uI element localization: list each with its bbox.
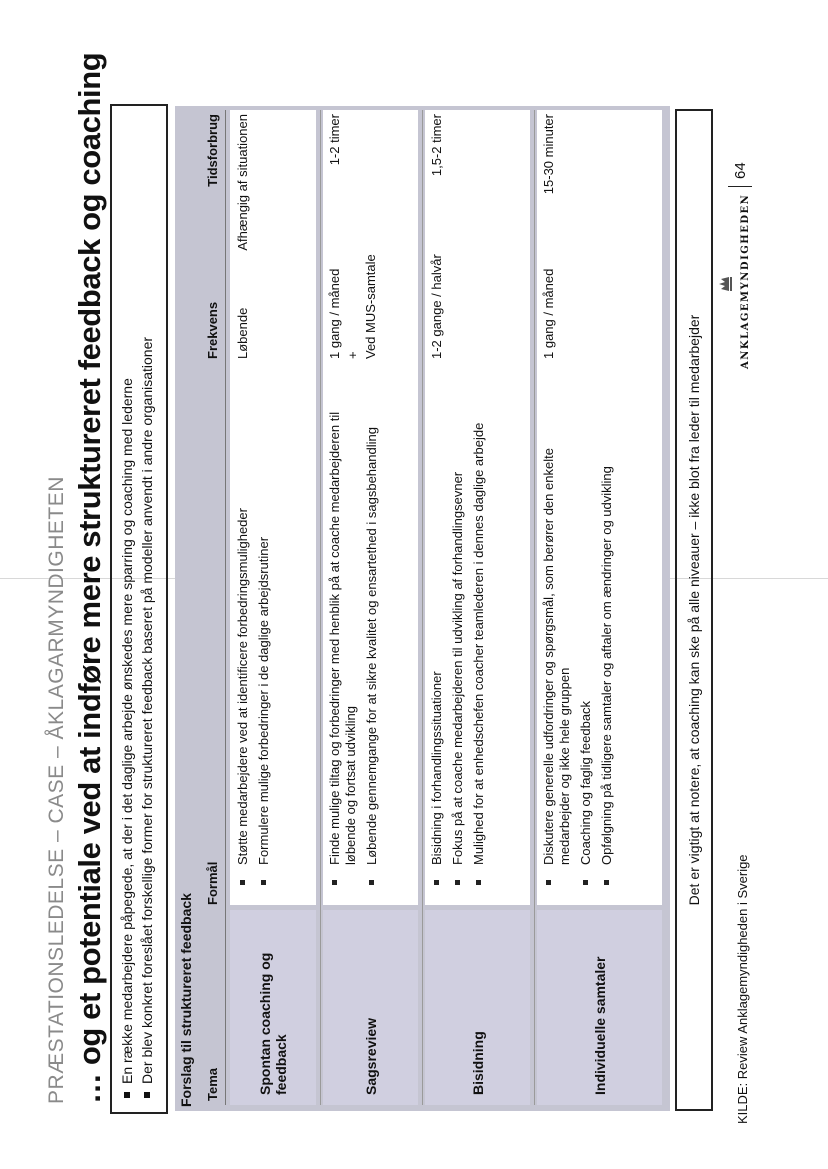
header-divider <box>225 110 226 1105</box>
formaal-item: Diskutere generelle udfordringer og spørgsmål, som berører den enkelte medarbejder og ikke hele gruppen <box>541 372 573 887</box>
formaal-item: Løbende gennemgange for at sikre kvalitet og ensartethed i sagsbehandling <box>364 372 380 887</box>
row-formaal <box>235 372 277 887</box>
logo-text: ANKLAGEMYNDIGHEDEN <box>740 193 751 369</box>
intro-box <box>110 104 168 1114</box>
row-frekvens: Løbende <box>235 307 250 359</box>
row-tidsforbrug: Afhængig af situationen <box>235 114 250 251</box>
formaal-item: Bisidning i forhandlingssituationer <box>429 372 445 887</box>
frekvens-plus: + <box>345 351 360 359</box>
crown-icon <box>715 274 735 294</box>
case-subtitle: PRÆSTATIONSLEDELSE – CASE – ÅKLAGARMYNDIGHETEN <box>45 476 68 1104</box>
row-divider <box>534 110 535 1105</box>
intro-bullet: Der blev konkret foreslået forskellige former for struktureret feedback baseret på modeller anvendt i andre organisationer <box>137 116 157 1098</box>
table-caption: Forslag til struktureret feedback <box>178 893 194 1107</box>
formaal-item: Coaching og faglig feedback <box>578 372 594 887</box>
row-frekvens: 1 gang / måned <box>541 268 556 359</box>
row-frekvens: 1-2 gange / halvår <box>429 254 444 359</box>
formaal-item: Finde mulige tiltag og forbedringer med henblik på at coache medarbejderen til løbende og fortsat udvikling <box>327 372 359 887</box>
row-tema: Spontan coaching og feedback <box>230 910 316 1105</box>
row-formaal <box>429 372 492 887</box>
row-tidsforbrug: 1-2 timer <box>327 114 342 166</box>
row-tema: Bisidning <box>425 910 530 1105</box>
row-divider <box>422 110 423 1105</box>
header-tidsforbrug: Tidsforbrug <box>205 114 220 187</box>
formaal-item: Støtte medarbejdere ved at identificere forbedringsmuligheder <box>235 372 251 887</box>
source-note: KILDE: Review Anklagemyndigheden i Sverige <box>735 854 750 1124</box>
row-tidsforbrug: 1,5-2 timer <box>429 114 444 177</box>
row-divider <box>320 110 321 1105</box>
page-number: 64 <box>732 162 749 179</box>
organisation-logo <box>715 193 751 369</box>
page-title: … og et potentiale ved at indføre mere struktureret feedback og coaching <box>72 52 107 1104</box>
header-tema: Tema <box>205 1068 220 1101</box>
row-tema: Individuelle samtaler <box>537 910 662 1105</box>
formaal-item: Opfølgning på tidligere samtaler og aftaler om ændringer og udvikling <box>599 372 615 887</box>
footer-note: Det er vigtigt at notere, at coaching kan ske på alle niveauer – ikke blot fra leder til medarbejder <box>675 109 713 1111</box>
formaal-item: Formulere mulige forbedringer i de daglige arbejdsrutiner <box>256 372 272 887</box>
row-frekvens: 1 gang / måned <box>327 268 342 359</box>
header-formaal: Formål <box>205 861 220 905</box>
row-formaal <box>541 372 620 887</box>
intro-bullet: En række medarbejdere påpegede, at der i det daglige arbejde ønskedes mere sparring og coaching med lederne <box>117 116 137 1098</box>
header-frekvens: Frekvens <box>205 301 220 359</box>
formaal-item: Mulighed for at enhedschefen coacher teamlederen i dennes daglige arbejde <box>471 372 487 887</box>
row-tidsforbrug: 15-30 minuter <box>541 114 556 195</box>
row-tema: Sagsreview <box>323 910 418 1105</box>
page-number-divider <box>728 186 752 187</box>
row-formaal <box>327 372 385 887</box>
frekvens-extra: Ved MUS-samtale <box>363 254 378 359</box>
formaal-item: Fokus på at coache medarbejderen til udvikling af forhandlingsevner <box>450 372 466 887</box>
